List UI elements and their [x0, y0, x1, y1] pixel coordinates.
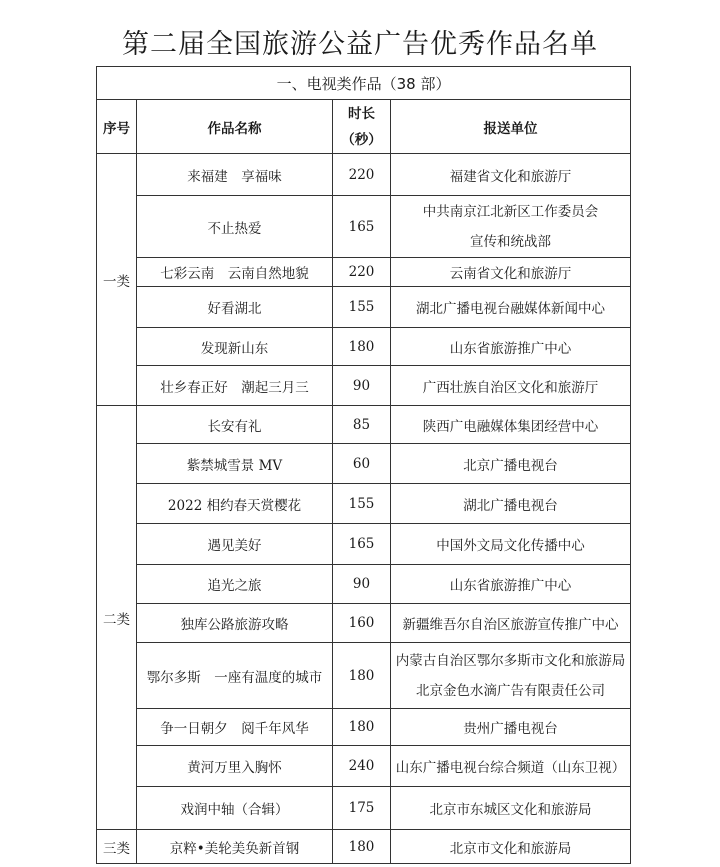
table-row: [97, 366, 631, 406]
unit: [391, 643, 631, 709]
duration: 180: [333, 709, 391, 746]
unit: 山东省旅游推广中心: [391, 565, 631, 604]
category-cell: 二类: [97, 406, 137, 830]
duration: 175: [333, 787, 391, 830]
unit: 北京市文化和旅游局: [391, 830, 631, 864]
work-name: 壮乡春正好 潮起三月三: [137, 366, 333, 406]
header-duration-line1: 时长: [348, 105, 375, 122]
work-name: 紫禁城雪景 MV: [137, 444, 333, 484]
unit: 山东省旅游推广中心: [391, 328, 631, 366]
unit-line1: 中共南京江北新区工作委员会: [422, 203, 599, 220]
work-name: 独库公路旅游攻略: [137, 604, 333, 643]
header-duration-line2: （秒）: [341, 131, 382, 148]
table-row: [97, 406, 631, 444]
header-name: 作品名称: [137, 100, 333, 154]
table-row: [97, 444, 631, 484]
work-name: 好看湖北: [137, 287, 333, 328]
table-row: [97, 565, 631, 604]
duration: 155: [333, 287, 391, 328]
unit: 广西壮族自治区文化和旅游厅: [391, 366, 631, 406]
unit: 湖北广播电视台融媒体新闻中心: [391, 287, 631, 328]
table-row: [97, 830, 631, 864]
work-name: 追光之旅: [137, 565, 333, 604]
table-row: [97, 484, 631, 524]
unit: 贵州广播电视台: [391, 709, 631, 746]
unit-line2: 北京金色水滴广告有限责任公司: [416, 682, 606, 699]
unit: 山东广播电视台综合频道（山东卫视）: [391, 746, 631, 787]
category-cell: 三类: [97, 830, 137, 864]
table-row: [97, 643, 631, 709]
category-cell: 一类: [97, 154, 137, 406]
unit-line1: 内蒙古自治区鄂尔多斯市文化和旅游局: [395, 652, 626, 669]
work-name: 遇见美好: [137, 524, 333, 565]
table-row: [97, 746, 631, 787]
unit: 福建省文化和旅游厅: [391, 154, 631, 196]
work-name: 长安有礼: [137, 406, 333, 444]
duration: 180: [333, 328, 391, 366]
table-row: [97, 328, 631, 366]
work-name: 不止热爱: [137, 196, 333, 258]
table-row: [97, 604, 631, 643]
table-row: [97, 154, 631, 196]
work-name: 来福建 享福味: [137, 154, 333, 196]
unit-line2: 宣传和统战部: [470, 233, 552, 250]
table-row: [97, 287, 631, 328]
work-name: 鄂尔多斯 一座有温度的城市: [137, 643, 333, 709]
work-name: 京粹•美轮美奂新首钢: [137, 830, 333, 864]
duration: 220: [333, 258, 391, 287]
unit: [391, 196, 631, 258]
duration: 90: [333, 366, 391, 406]
duration: 180: [333, 830, 391, 864]
awards-table: [96, 66, 631, 864]
unit: 新疆维吾尔自治区旅游宣传推广中心: [391, 604, 631, 643]
header-duration: [333, 100, 391, 154]
duration: 165: [333, 524, 391, 565]
duration: 220: [333, 154, 391, 196]
unit: 北京广播电视台: [391, 444, 631, 484]
header-seq: 序号: [97, 100, 137, 154]
unit: 北京市东城区文化和旅游局: [391, 787, 631, 830]
table-row: [97, 709, 631, 746]
section-title: 一、电视类作品（38 部）: [97, 67, 631, 100]
unit: 中国外文局文化传播中心: [391, 524, 631, 565]
work-name: 发现新山东: [137, 328, 333, 366]
table-row: [97, 196, 631, 258]
page-title: 第二届全国旅游公益广告优秀作品名单: [122, 29, 598, 60]
unit: 陕西广电融媒体集团经营中心: [391, 406, 631, 444]
work-name: 2022 相约春天赏樱花: [137, 484, 333, 524]
duration: 180: [333, 643, 391, 709]
work-name: 黄河万里入胸怀: [137, 746, 333, 787]
duration: 60: [333, 444, 391, 484]
duration: 160: [333, 604, 391, 643]
table-row: [97, 524, 631, 565]
work-name: 七彩云南 云南自然地貌: [137, 258, 333, 287]
unit: 湖北广播电视台: [391, 484, 631, 524]
work-name: 戏润中轴（合辑）: [137, 787, 333, 830]
duration: 240: [333, 746, 391, 787]
duration: 85: [333, 406, 391, 444]
table-row: [97, 258, 631, 287]
duration: 90: [333, 565, 391, 604]
table-row: [97, 787, 631, 830]
duration: 165: [333, 196, 391, 258]
header-row: [97, 100, 631, 154]
duration: 155: [333, 484, 391, 524]
work-name: 争一日朝夕 阅千年风华: [137, 709, 333, 746]
unit: 云南省文化和旅游厅: [391, 258, 631, 287]
header-unit: 报送单位: [391, 100, 631, 154]
